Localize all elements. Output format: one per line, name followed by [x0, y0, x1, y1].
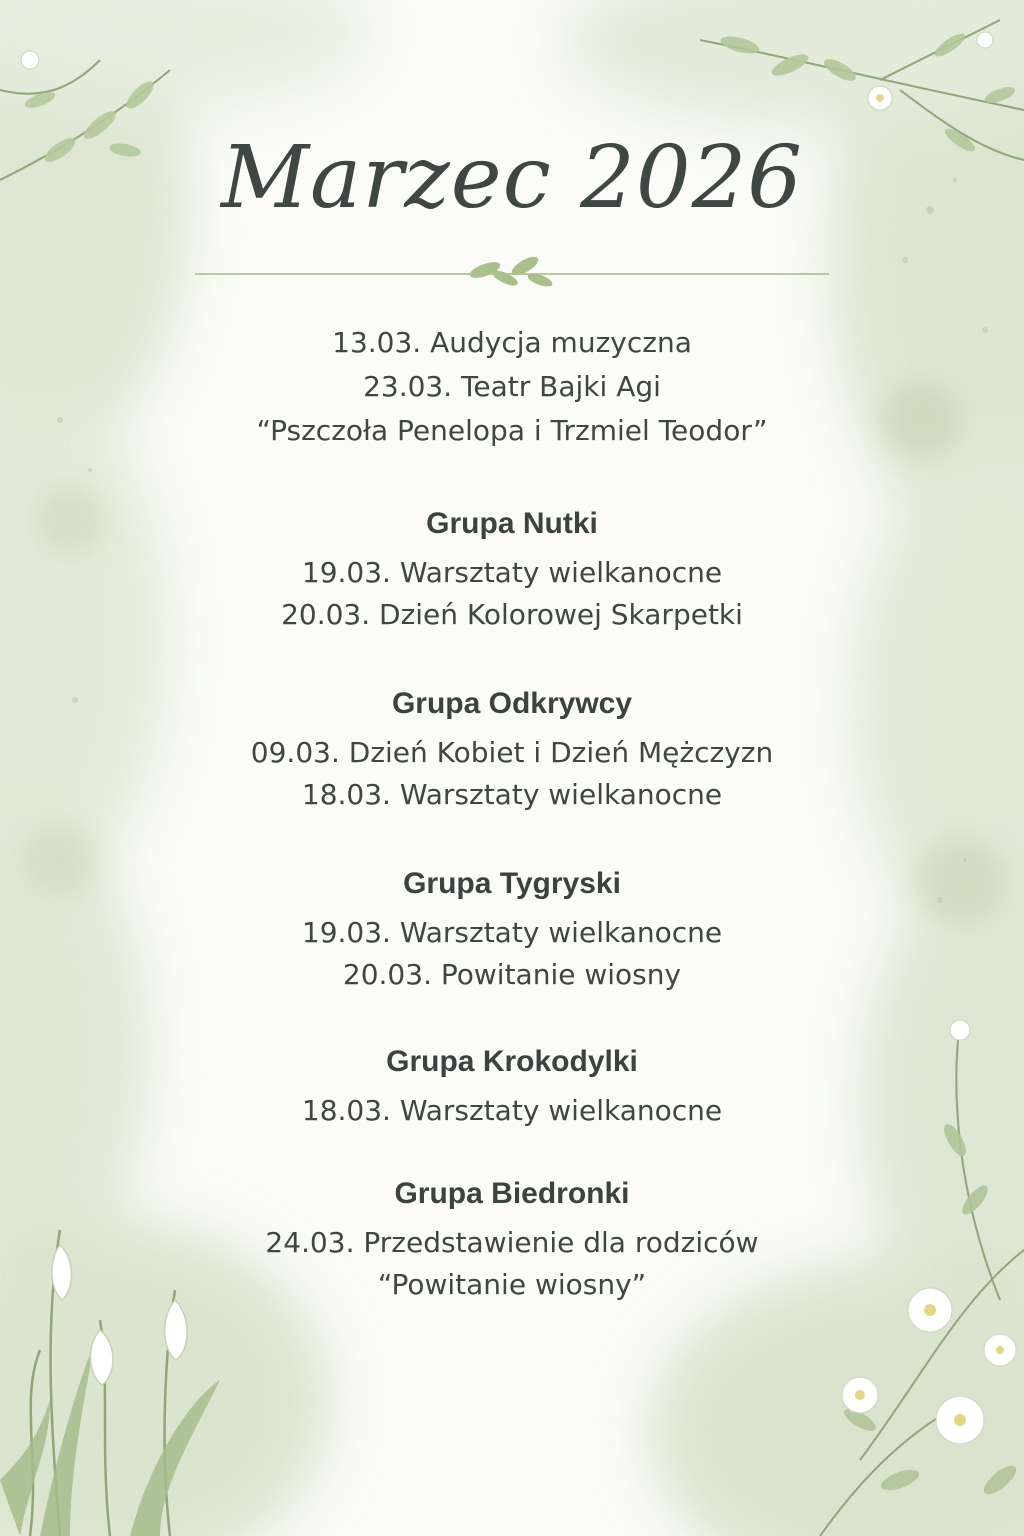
group-section — [0, 862, 1024, 996]
event-line: “Powitanie wiosny” — [377, 1268, 647, 1301]
group-section — [0, 1040, 1024, 1132]
group-heading: Grupa Krokodylki — [386, 1045, 638, 1078]
event-line: 18.03. Warsztaty wielkanocne — [301, 778, 723, 811]
group-section — [0, 1172, 1024, 1306]
general-events — [0, 321, 1024, 453]
event-line: 19.03. Warsztaty wielkanocne — [301, 916, 723, 949]
group-heading: Grupa Biedronki — [394, 1177, 630, 1210]
event-line: 13.03. Audycja muzyczna — [332, 326, 692, 359]
event-line: 19.03. Warsztaty wielkanocne — [301, 556, 723, 589]
event-line: 24.03. Przedstawienie dla rodziców — [265, 1226, 759, 1259]
page-title: Marzec 2026 — [220, 128, 803, 228]
event-line: “Pszczoła Penelopa i Trzmiel Teodor” — [256, 414, 768, 447]
event-line: 09.03. Dzień Kobiet i Dzień Mężczyzn — [250, 736, 774, 769]
event-line: 20.03. Powitanie wiosny — [342, 958, 682, 991]
group-heading: Grupa Nutki — [426, 507, 598, 540]
group-heading: Grupa Tygryski — [403, 867, 621, 900]
event-line: 23.03. Teatr Bajki Agi — [363, 370, 661, 403]
group-section — [0, 682, 1024, 816]
group-heading: Grupa Odkrywcy — [391, 687, 633, 720]
event-line: 18.03. Warsztaty wielkanocne — [301, 1094, 723, 1127]
event-line: 20.03. Dzień Kolorowej Skarpetki — [281, 598, 743, 631]
leaf-divider — [195, 252, 829, 296]
group-section — [0, 502, 1024, 636]
